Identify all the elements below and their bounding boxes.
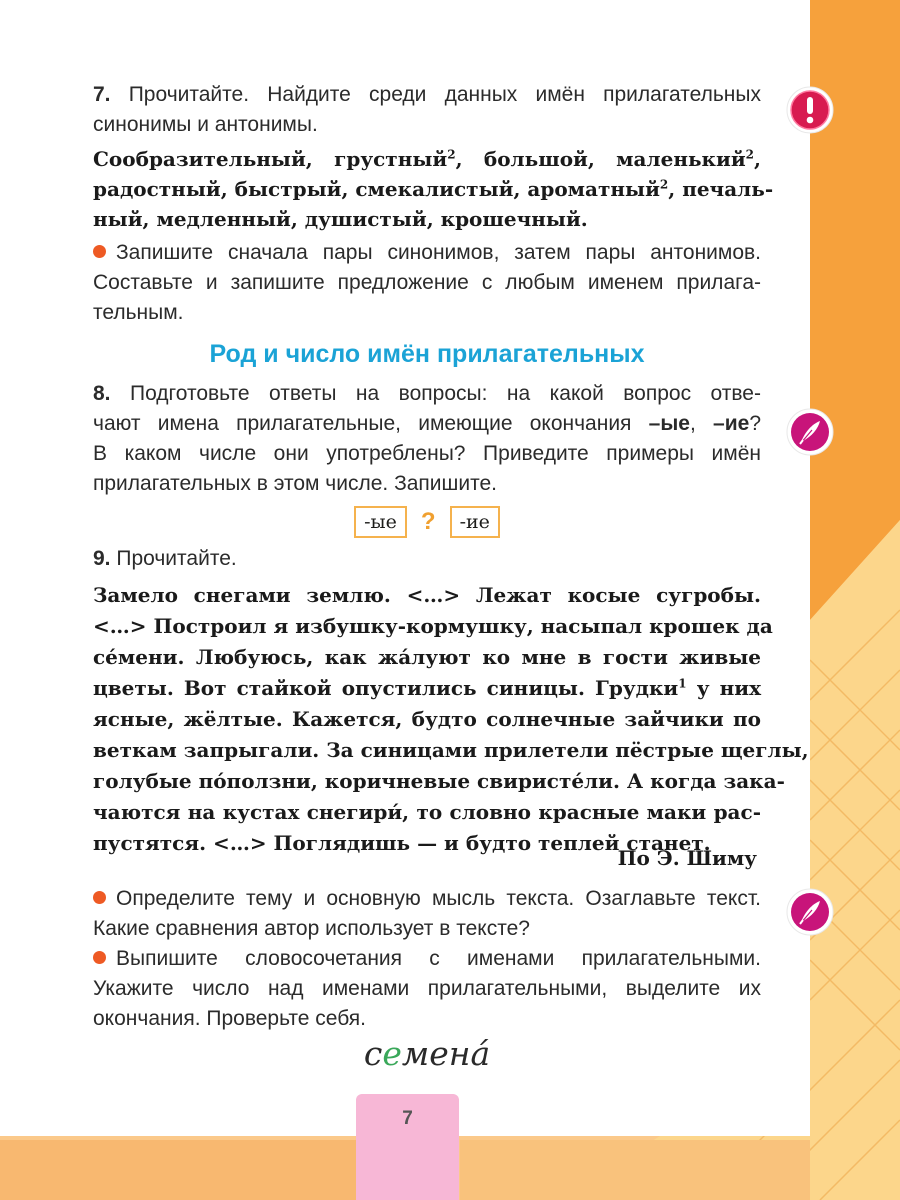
author-attribution: По Э. Шиму	[617, 846, 757, 870]
footnote-mark: 2	[745, 147, 755, 162]
question-mark-icon: ?	[420, 508, 436, 535]
text-fragment: , печаль-	[668, 177, 774, 201]
footnote-mark: 1	[678, 676, 687, 691]
task-line: Запишите сначала пары синонимов, затем пары антонимов.	[116, 241, 761, 264]
instruction-line: Прочитайте. Найдите среди данных имён прилагательных	[128, 83, 761, 106]
task-line: Какие сравнения автор использует в тексте?	[93, 917, 530, 940]
handwritten-word	[93, 1034, 761, 1073]
text-fragment: <…> Построил я избушку-кормушку, насыпал крошек да	[93, 614, 773, 638]
text-line: Подготовьте ответы на вопросы: на какой вопрос отве-	[129, 382, 761, 405]
task-line: Составьте и запишите предложение с любым именем прилага-	[93, 271, 761, 294]
footnote-mark: 2	[447, 147, 456, 162]
text-line	[93, 704, 761, 735]
text-line	[93, 735, 809, 766]
question-mark: ?	[749, 412, 761, 435]
instruction-text: Прочитайте.	[116, 547, 237, 570]
footnote-mark: 2	[659, 177, 669, 192]
text-fragment: пустятся. <…> Поглядишь — и будто теплей станет.	[93, 831, 711, 855]
text-fragment: веткам запрыгали. За синицами прилетели пёстрые щеглы,	[93, 738, 809, 762]
text-fragment: ный, медленный, душистый, крошечный.	[93, 207, 588, 231]
text-line	[93, 766, 785, 797]
text-fragment: цветы. Вот стайкой опустились синицы. Грудки	[93, 676, 679, 700]
bullet-icon	[93, 951, 106, 964]
task-line: окончания. Проверьте себя.	[93, 1007, 367, 1030]
exercise-7-task	[93, 238, 761, 328]
task-line: Определите тему и основную мысль текста. Озаглавьте текст.	[116, 887, 761, 910]
exercise-7-instruction	[93, 80, 761, 140]
task-line: тельным.	[93, 301, 184, 324]
script-highlight: е	[382, 1034, 402, 1073]
quill-icon	[786, 408, 834, 456]
ending-box-ie: -ие	[450, 506, 500, 538]
text-line	[93, 611, 773, 642]
text-line: В каком числе они употреблены? Приведите примеры имён	[93, 442, 761, 465]
text-line	[93, 144, 761, 174]
text-line	[93, 797, 761, 828]
text-fragment: ,	[754, 147, 761, 171]
text-line	[93, 204, 761, 234]
exercise-number: 7.	[93, 83, 111, 106]
ending-ie: –ие	[713, 412, 750, 435]
task-line: Укажите число над именами прилагательными, выделите их	[93, 977, 761, 1000]
text-line	[93, 174, 774, 204]
exercise-8-text	[93, 379, 761, 499]
section-heading: Род и число имён прилагательных	[209, 340, 645, 368]
task-line: Выпишите словосочетания с именами прилагательными.	[116, 947, 761, 970]
bullet-icon	[93, 891, 106, 904]
text-fragment: Сообразительный, грустный	[93, 147, 448, 171]
ending-box-ye: -ые	[354, 506, 407, 538]
text-fragment: голубые по́ползни, коричневые свиристе́ли. А когда зака-	[93, 769, 785, 793]
text-fragment: у них	[686, 676, 761, 700]
text-fragment: Замело снегами землю. <…> Лежат косые сугробы.	[93, 583, 761, 607]
exercise-number: 9.	[93, 547, 111, 570]
instruction-line: синонимы и антонимы.	[93, 113, 318, 136]
text-fragment: , большой, маленький	[455, 147, 746, 171]
exclamation-icon	[786, 86, 834, 134]
exercise-9-tasks	[93, 884, 761, 1034]
exercise-9-instruction	[93, 544, 761, 574]
script-part: мена́	[401, 1034, 491, 1073]
text-line: прилагательных в этом числе. Запишите.	[93, 472, 498, 495]
exercise-9-passage	[93, 580, 809, 859]
text-line	[93, 580, 761, 611]
text-line: чают имена прилагательные, имеющие окончания	[93, 412, 632, 435]
text-fragment: чаются на кустах снегири́, то словно красные маки рас-	[93, 800, 761, 824]
bullet-icon	[93, 245, 106, 258]
ending-boxes	[93, 506, 761, 538]
text-line	[93, 673, 761, 704]
script-part: с	[363, 1034, 383, 1073]
exercise-number: 8.	[93, 382, 111, 405]
ending-ye: –ые	[648, 412, 690, 435]
text-fragment: радостный, быстрый, смекалистый, ароматный	[93, 177, 660, 201]
page-number: 7	[402, 1108, 413, 1129]
text-fragment: се́мени. Любуюсь, как жа́луют ко мне в гости живые	[93, 645, 761, 669]
separator: ,	[689, 412, 696, 435]
exercise-7-word-list	[93, 144, 774, 234]
text-line	[93, 642, 761, 673]
quill-icon	[786, 888, 834, 936]
text-fragment: ясные, жёлтые. Кажется, будто солнечные зайчики по	[93, 707, 761, 731]
